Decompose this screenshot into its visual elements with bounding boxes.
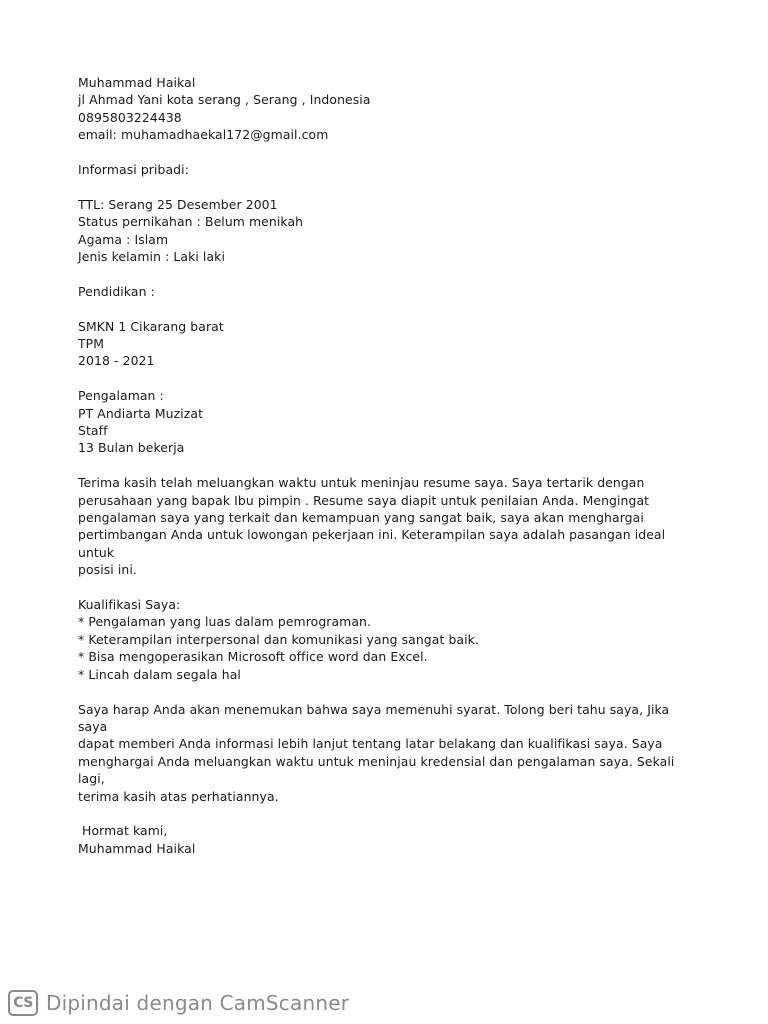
qualification-item: * Keterampilan interpersonal dan komunikasi yang sangat baik. [78,631,479,647]
personal-info-line: Status pernikahan : Belum menikah [78,214,304,230]
experience-line: 13 Bulan bekerja [78,440,185,456]
education-section [78,318,698,370]
intro-paragraph-line: pengalaman saya yang terkait dan kemampuan yang sangat baik, saya akan menghargai [78,510,644,526]
camscanner-logo-icon: CS [8,990,38,1016]
intro-paragraph [78,474,698,578]
watermark-text: Dipindai dengan CamScanner [46,991,350,1015]
education-line: TPM [78,336,105,352]
qualification-item: * Pengalaman yang luas dalam pemrograman. [78,614,372,630]
signoff-block [78,822,698,857]
contact-header [78,74,698,144]
personal-info-heading: Informasi pribadi: [78,162,189,178]
intro-paragraph-line: posisi ini. [78,562,137,578]
qualification-item: * Lincah dalam segala hal [78,666,241,682]
personal-info-line: Jenis kelamin : Laki laki [78,249,225,265]
personal-info-line: TTL: Serang 25 Desember 2001 [78,196,278,212]
experience-line: Staff [78,423,108,439]
qualifications-section [78,596,698,683]
qualification-item: * Bisa mengoperasikan Microsoft office word dan Excel. [78,649,428,665]
personal-info-section [78,196,698,266]
intro-paragraph-line: pertimbangan Anda untuk lowongan pekerjaan ini. Keterampilan saya adalah pasangan ideal untuk [78,527,666,560]
personal-info-line: Agama : Islam [78,231,169,247]
qualifications-heading: Kualifikasi Saya: [78,597,181,613]
closing-paragraph-line: menghargai Anda meluangkan waktu untuk meninjau kredensial dan pengalaman saya. Sekali lagi, [78,753,675,787]
closing-paragraph [78,701,698,805]
closing-paragraph-line: terima kasih atas perhatiannya. [78,788,279,804]
education-heading-block [78,283,698,300]
education-line: 2018 - 2021 [78,353,155,369]
letter-document [78,74,698,857]
education-line: SMKN 1 Cikarang barat [78,318,224,334]
experience-line: PT Andiarta Muzizat [78,405,204,421]
experience-heading: Pengalaman : [78,388,164,404]
camscanner-watermark [8,989,349,1017]
intro-paragraph-line: perusahaan yang bapak Ibu pimpin . Resume saya diapit untuk penilaian Anda. Mengingat [78,492,650,508]
sender-address: jl Ahmad Yani kota serang , Serang , Indonesia [78,92,371,108]
sender-name: Muhammad Haikal [78,75,196,90]
sender-phone: 0895803224438 [78,109,182,125]
closing-paragraph-line: dapat memberi Anda informasi lebih lanjut tentang latar belakang dan kualifikasi saya. Saya [78,736,663,752]
signoff-salutation: Hormat kami, [78,823,168,839]
education-heading: Pendidikan : [78,283,155,299]
sender-email: email: muhamadhaekal172@gmail.com [78,127,329,143]
experience-section [78,387,698,457]
closing-paragraph-line: Saya harap Anda akan menemukan bahwa saya memenuhi syarat. Tolong beri tahu saya, Jika saya [78,701,670,734]
intro-paragraph-line: Terima kasih telah meluangkan waktu untuk meninjau resume saya. Saya tertarik dengan [78,475,645,491]
personal-info-heading-block [78,161,698,178]
signoff-name: Muhammad Haikal [78,840,196,856]
